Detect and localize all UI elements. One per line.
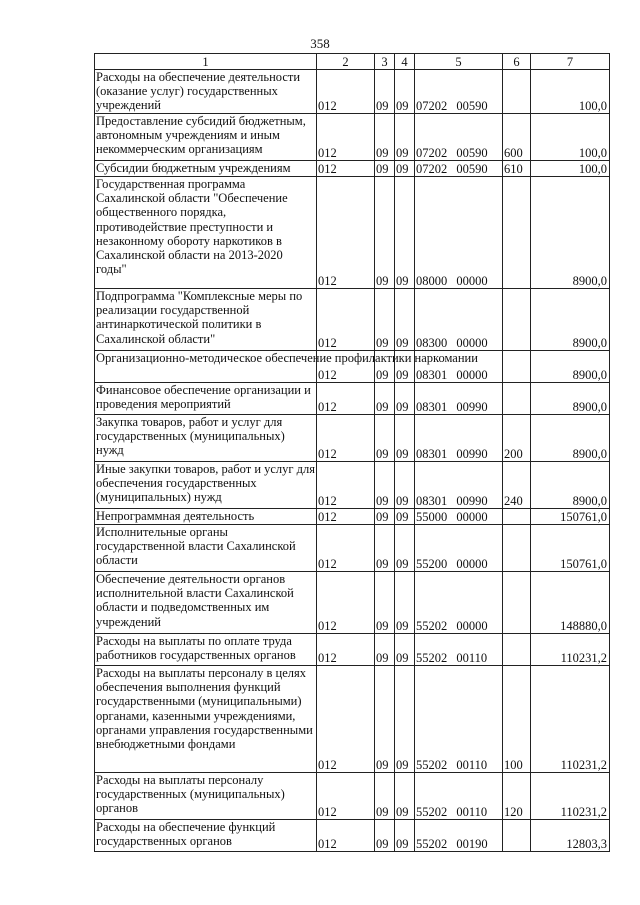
row-description: Закупка товаров, работ и услуг для государственных (муниципальных) нужд	[95, 415, 317, 462]
table-row	[95, 114, 610, 161]
row-subsection-code: 09	[395, 177, 415, 289]
row-target-article-code: 08301 00990	[415, 415, 503, 462]
row-main-admin-code: 012	[317, 351, 375, 383]
row-target-article-code: 55202 00110	[415, 666, 503, 773]
row-subsection-code: 09	[395, 161, 415, 177]
row-main-admin-code: 012	[317, 572, 375, 634]
row-target-article-code: 55202 00110	[415, 773, 503, 820]
column-header: 4	[395, 54, 415, 70]
row-section-code: 09	[375, 351, 395, 383]
row-target-article-code: 55202 00000	[415, 572, 503, 634]
row-description: Предоставление субсидий бюджетным, автономным учреждениям и иным некоммерческим организациям	[95, 114, 317, 161]
row-section-code: 09	[375, 177, 395, 289]
table-row	[95, 70, 610, 114]
row-amount: 100,0	[531, 114, 610, 161]
row-description: Расходы на выплаты персоналу в целях обеспечения выполнения функций государственными (муниципальными) органами, казенными учреждениями, органами управления государственными внебюджетными фондами	[95, 666, 317, 773]
row-main-admin-code: 012	[317, 383, 375, 415]
row-expense-type-code: 600	[503, 114, 531, 161]
row-description: Расходы на выплаты по оплате труда работников государственных органов	[95, 634, 317, 666]
row-section-code: 09	[375, 462, 395, 509]
row-subsection-code: 09	[395, 820, 415, 852]
table-row	[95, 820, 610, 852]
row-section-code: 09	[375, 70, 395, 114]
page-number: 358	[310, 36, 330, 51]
row-section-code: 09	[375, 415, 395, 462]
table-row	[95, 773, 610, 820]
row-main-admin-code: 012	[317, 114, 375, 161]
row-target-article-code: 07202 00590	[415, 161, 503, 177]
row-main-admin-code: 012	[317, 773, 375, 820]
row-target-article-code: 55200 00000	[415, 525, 503, 572]
row-expense-type-code: 120	[503, 773, 531, 820]
table-row	[95, 383, 610, 415]
row-target-article-code: 08301 00990	[415, 383, 503, 415]
column-header: 1	[95, 54, 317, 70]
row-main-admin-code: 012	[317, 289, 375, 351]
row-amount: 150761,0	[531, 509, 610, 525]
row-section-code: 09	[375, 525, 395, 572]
row-section-code: 09	[375, 773, 395, 820]
row-target-article-code: 08300 00000	[415, 289, 503, 351]
row-amount: 8900,0	[531, 289, 610, 351]
row-description: Подпрограмма "Комплексные меры по реализации государственной антинаркотической политики в Сахалинской области"	[95, 289, 317, 351]
row-description: Непрограммная деятельность	[95, 509, 317, 525]
row-expense-type-code	[503, 525, 531, 572]
table-row	[95, 462, 610, 509]
row-section-code: 09	[375, 509, 395, 525]
table-row	[95, 415, 610, 462]
row-expense-type-code	[503, 289, 531, 351]
row-main-admin-code: 012	[317, 509, 375, 525]
row-description: Расходы на обеспечение функций государственных органов	[95, 820, 317, 852]
row-amount: 8900,0	[531, 415, 610, 462]
row-amount: 150761,0	[531, 525, 610, 572]
row-expense-type-code	[503, 509, 531, 525]
table-row	[95, 161, 610, 177]
row-subsection-code: 09	[395, 509, 415, 525]
row-expense-type-code	[503, 70, 531, 114]
row-subsection-code: 09	[395, 415, 415, 462]
row-subsection-code: 09	[395, 383, 415, 415]
row-section-code: 09	[375, 572, 395, 634]
row-expense-type-code	[503, 383, 531, 415]
table-row	[95, 666, 610, 773]
row-amount: 110231,2	[531, 666, 610, 773]
row-amount: 8900,0	[531, 383, 610, 415]
row-amount: 100,0	[531, 70, 610, 114]
row-main-admin-code: 012	[317, 634, 375, 666]
row-amount: 110231,2	[531, 634, 610, 666]
row-amount: 148880,0	[531, 572, 610, 634]
row-subsection-code: 09	[395, 289, 415, 351]
row-description: Иные закупки товаров, работ и услуг для обеспечения государственных (муниципальных) нужд	[95, 462, 317, 509]
header-row	[95, 54, 610, 70]
row-target-article-code: 07202 00590	[415, 114, 503, 161]
row-amount: 8900,0	[531, 462, 610, 509]
row-section-code: 09	[375, 161, 395, 177]
row-section-code: 09	[375, 114, 395, 161]
row-target-article-code: 08301 00990	[415, 462, 503, 509]
row-target-article-code: 55202 00190	[415, 820, 503, 852]
row-main-admin-code: 012	[317, 666, 375, 773]
row-subsection-code: 09	[395, 70, 415, 114]
row-expense-type-code: 100	[503, 666, 531, 773]
row-expense-type-code: 200	[503, 415, 531, 462]
row-subsection-code: 09	[395, 773, 415, 820]
row-expense-type-code	[503, 634, 531, 666]
row-main-admin-code: 012	[317, 525, 375, 572]
row-description: Расходы на обеспечение деятельности (оказание услуг) государственных учреждений	[95, 70, 317, 114]
row-description: Обеспечение деятельности органов исполнительной власти Сахалинской области и подведомственных им учреждений	[95, 572, 317, 634]
row-description: Субсидии бюджетным учреждениям	[95, 161, 317, 177]
row-target-article-code: 08000 00000	[415, 177, 503, 289]
column-header: 6	[503, 54, 531, 70]
table-row	[95, 177, 610, 289]
row-main-admin-code: 012	[317, 820, 375, 852]
row-amount: 8900,0	[531, 351, 610, 383]
row-expense-type-code	[503, 351, 531, 383]
row-description: Организационно-методическое обеспечение профилактики наркомании	[95, 351, 317, 383]
row-amount: 12803,3	[531, 820, 610, 852]
row-main-admin-code: 012	[317, 161, 375, 177]
table-row	[95, 634, 610, 666]
row-main-admin-code: 012	[317, 177, 375, 289]
row-main-admin-code: 012	[317, 415, 375, 462]
row-section-code: 09	[375, 666, 395, 773]
row-expense-type-code	[503, 572, 531, 634]
row-expense-type-code	[503, 177, 531, 289]
column-header: 5	[415, 54, 503, 70]
column-header: 7	[531, 54, 610, 70]
row-description: Исполнительные органы государственной власти Сахалинской области	[95, 525, 317, 572]
row-description: Расходы на выплаты персоналу государственных (муниципальных) органов	[95, 773, 317, 820]
row-target-article-code: 08301 00000	[415, 351, 503, 383]
column-header: 2	[317, 54, 375, 70]
row-amount: 110231,2	[531, 773, 610, 820]
row-section-code: 09	[375, 289, 395, 351]
row-subsection-code: 09	[395, 572, 415, 634]
row-expense-type-code: 240	[503, 462, 531, 509]
row-subsection-code: 09	[395, 351, 415, 383]
row-amount: 100,0	[531, 161, 610, 177]
row-expense-type-code: 610	[503, 161, 531, 177]
table-row	[95, 351, 610, 383]
table-row	[95, 289, 610, 351]
row-section-code: 09	[375, 634, 395, 666]
row-subsection-code: 09	[395, 462, 415, 509]
row-section-code: 09	[375, 383, 395, 415]
table-row	[95, 572, 610, 634]
table-row	[95, 525, 610, 572]
row-target-article-code: 55000 00000	[415, 509, 503, 525]
row-subsection-code: 09	[395, 634, 415, 666]
row-main-admin-code: 012	[317, 462, 375, 509]
row-subsection-code: 09	[395, 666, 415, 773]
column-header: 3	[375, 54, 395, 70]
table-row	[95, 509, 610, 525]
row-target-article-code: 07202 00590	[415, 70, 503, 114]
row-subsection-code: 09	[395, 114, 415, 161]
row-section-code: 09	[375, 820, 395, 852]
row-target-article-code: 55202 00110	[415, 634, 503, 666]
row-main-admin-code: 012	[317, 70, 375, 114]
row-description: Финансовое обеспечение организации и проведения мероприятий	[95, 383, 317, 415]
row-amount: 8900,0	[531, 177, 610, 289]
budget-table	[94, 53, 610, 852]
row-expense-type-code	[503, 820, 531, 852]
row-subsection-code: 09	[395, 525, 415, 572]
row-description: Государственная программа Сахалинской области "Обеспечение общественного порядка, противодействие преступности и незаконному обороту наркотиков в Сахалинской области на 2013-2020 годы"	[95, 177, 317, 289]
